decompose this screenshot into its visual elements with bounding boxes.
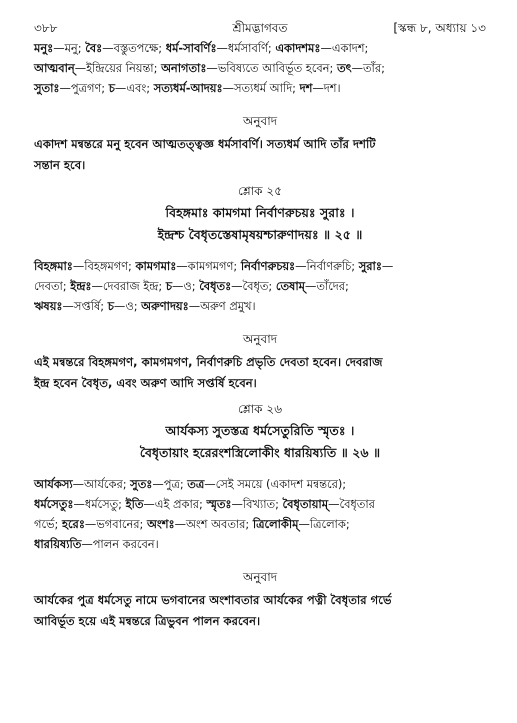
sanskrit-word: বৈধৃতায়াম্ [282, 497, 329, 511]
word-meaning: —ধর্মসেতু; [73, 497, 126, 511]
word-meaning: —তাঁর; [351, 61, 385, 75]
translation-heading: অনুবাদ [242, 332, 278, 346]
synonym-line [34, 474, 486, 494]
translation-line: সন্তান হবে। [34, 158, 86, 172]
synonym-line [34, 38, 486, 58]
word-meaning: —অরুণ প্রমুখ। [188, 299, 256, 313]
word-meaning: —তাঁদের; [304, 279, 349, 293]
translation-line: আর্যকের পুত্র ধর্মসেতু নামে ভগবানের অংশাবতার আর্যকের পত্নী বৈধৃতার গর্ভে [34, 593, 392, 607]
sanskrit-word: তত্র [187, 477, 205, 491]
sanskrit-word: বৈধৃতঃ [199, 279, 232, 293]
sanskrit-word: চ [107, 299, 114, 313]
word-meaning: —বিহঙ্গমগণ; [72, 259, 136, 273]
translation-line: ইন্দ্র হবেন বৈধৃত, এবং অরুণ আদি সপ্তর্ষি হবেন। [34, 376, 257, 390]
word-meaning: —ত্রিলোক; [298, 517, 350, 531]
word-meaning: —পুত্রগণ; [59, 81, 109, 95]
sanskrit-word: ত্রিলোকীম্ [252, 517, 299, 531]
synonyms-block-2 [34, 256, 486, 316]
sanskrit-word: চ [108, 81, 115, 95]
sanskrit-word: সুতঃ [130, 477, 153, 491]
sanskrit-word: দশ [299, 81, 313, 95]
sanskrit-word: ইন্দ্রঃ [70, 279, 92, 293]
word-meaning: দেবতা; [34, 279, 71, 293]
word-meaning: গর্ভে; [34, 517, 62, 531]
synonym-line [34, 256, 486, 276]
word-meaning: —মনু; [53, 41, 86, 55]
word-meaning: —এই প্রকার; [143, 497, 207, 511]
sanskrit-word: ধর্ম-সাবর্ণিঃ [165, 41, 217, 55]
verse-line: আর্যকস্য সুতস্তত্র ধর্মসেতুরিতি স্মৃতঃ । [165, 423, 355, 438]
word-meaning: —আর্যকের; [72, 477, 131, 491]
word-meaning: —ধর্মসাবর্ণি; [216, 41, 276, 55]
sanskrit-word: বিহঙ্গমাঃ [34, 259, 73, 273]
verse-number: শ্লোক ২৬ [238, 402, 282, 416]
sanskrit-word: তৎ [336, 61, 352, 75]
translation-line: এই মন্বন্তরে বিহঙ্গমগণ, কামগমগণ, নির্বাণরুচি প্রভৃতি দেবতা হবেন। দেবরাজ [34, 355, 383, 369]
word-meaning: —এবং; [114, 81, 154, 95]
book-page [34, 18, 486, 632]
word-meaning: —সপ্তর্ষি; [62, 299, 108, 313]
verse-text-26 [34, 420, 486, 464]
translation-block-1 [34, 134, 486, 176]
word-meaning: —দেবরাজ ইন্দ্র; [91, 279, 166, 293]
translation-block-3 [34, 590, 486, 632]
synonym-line [34, 494, 486, 514]
page-header [34, 18, 486, 38]
sanskrit-word: তেষাম্ [275, 279, 305, 293]
sanskrit-word: মনুঃ [34, 41, 54, 55]
word-meaning: —পুত্র; [152, 477, 188, 491]
sanskrit-word: অংশঃ [147, 517, 175, 531]
word-meaning: —বস্তুতপক্ষে; [102, 41, 166, 55]
page-number: ৩৮৮ [34, 21, 58, 35]
chapter-reference: [স্কন্ধ ৮, অধ্যায় ১৩ [393, 21, 486, 35]
word-meaning: —অংশ অবতার; [174, 517, 253, 531]
sanskrit-word: হরেঃ [62, 517, 85, 531]
word-meaning: —ও; [113, 299, 142, 313]
translation-heading: অনুবাদ [242, 114, 278, 128]
sanskrit-word: কামগমাঃ [135, 259, 177, 273]
word-meaning: —ভগবানের; [84, 517, 147, 531]
word-meaning: —পালন করবেন। [81, 537, 159, 551]
word-meaning: —নির্বাণরুচি; [295, 259, 359, 273]
sanskrit-word: অনাগতাঃ [161, 61, 207, 75]
word-meaning: —সেই সময়ে (একাদশ মন্বন্তরে); [204, 477, 347, 491]
synonyms-block-3 [34, 474, 486, 554]
sanskrit-word: আত্মবান্ [34, 61, 75, 75]
translation-block-2 [34, 352, 486, 394]
translation-line: একাদশ মন্বন্তরে মনু হবেন আত্মতত্ত্বজ্ঞ ধর্মসাবর্ণি। সত্যধর্ম আদি তাঁর দশটি [34, 137, 376, 151]
translation-line: আবির্ভূত হয়ে এই মন্বন্তরে ত্রিভুবন পালন করবেন। [34, 614, 261, 628]
word-meaning: —ইন্দ্রিয়ের নিয়ন্তা; [74, 61, 162, 75]
synonym-line [34, 276, 486, 296]
synonym-line [34, 534, 486, 554]
verse-line: বিহঙ্গমাঃ কামগমা নির্বাণরুচয়ঃ সুরাঃ । [165, 205, 355, 220]
word-meaning: —সত্যধর্ম আদি; [222, 81, 300, 95]
sanskrit-word: অরুণাদয়ঃ [141, 299, 189, 313]
synonym-line [34, 296, 486, 316]
synonyms-block-1 [34, 38, 486, 98]
word-meaning: —বৈধৃত; [231, 279, 276, 293]
translation-heading: অনুবাদ [242, 570, 278, 584]
sanskrit-word: নির্বাণরুচয়ঃ [240, 259, 296, 273]
sanskrit-word: ধারয়িষ্যতি [34, 537, 82, 551]
verse-line: বৈধৃতায়াং হরেরংশস্ত্রিলোকীং ধারয়িষ্যতি ॥ ২৬ ॥ [139, 445, 381, 460]
verse-line: ইন্দ্রশ্চ বৈধৃতস্তেষামৃষয়শ্চারুণাদয়ঃ ॥ ২৫ ॥ [157, 227, 363, 242]
word-meaning: —দশ। [312, 81, 341, 95]
sanskrit-word: ইতি [125, 497, 144, 511]
word-meaning: —ও; [171, 279, 200, 293]
sanskrit-word: একাদশমঃ [275, 41, 321, 55]
sanskrit-word: সত্যধর্ম-আদয়ঃ [153, 81, 223, 95]
verse-text-25 [34, 202, 486, 246]
sanskrit-word: সুতাঃ [34, 81, 60, 95]
word-meaning: —কামগমগণ; [176, 259, 241, 273]
word-meaning: —বিখ্যাত; [231, 497, 283, 511]
word-meaning: —একাদশ; [320, 41, 369, 55]
synonym-line [34, 514, 486, 534]
word-meaning: —ভবিষ্যতে আবির্ভূত হবেন; [206, 61, 337, 75]
synonym-line [34, 58, 486, 78]
verse-number: শ্লোক ২৫ [238, 184, 282, 198]
word-meaning: —বৈধৃতার [328, 497, 375, 511]
sanskrit-word: ঋষয়ঃ [34, 299, 63, 313]
sanskrit-word: আর্যকস্য [34, 477, 73, 491]
word-meaning: — [381, 259, 394, 273]
book-title: শ্রীমদ্ভাগবত [232, 21, 288, 35]
sanskrit-word: চ [165, 279, 172, 293]
sanskrit-word: স্মৃতঃ [206, 497, 232, 511]
sanskrit-word: সুরাঃ [358, 259, 382, 273]
sanskrit-word: বৈঃ [85, 41, 103, 55]
synonym-line [34, 78, 486, 98]
sanskrit-word: ধর্মসেতুঃ [34, 497, 74, 511]
